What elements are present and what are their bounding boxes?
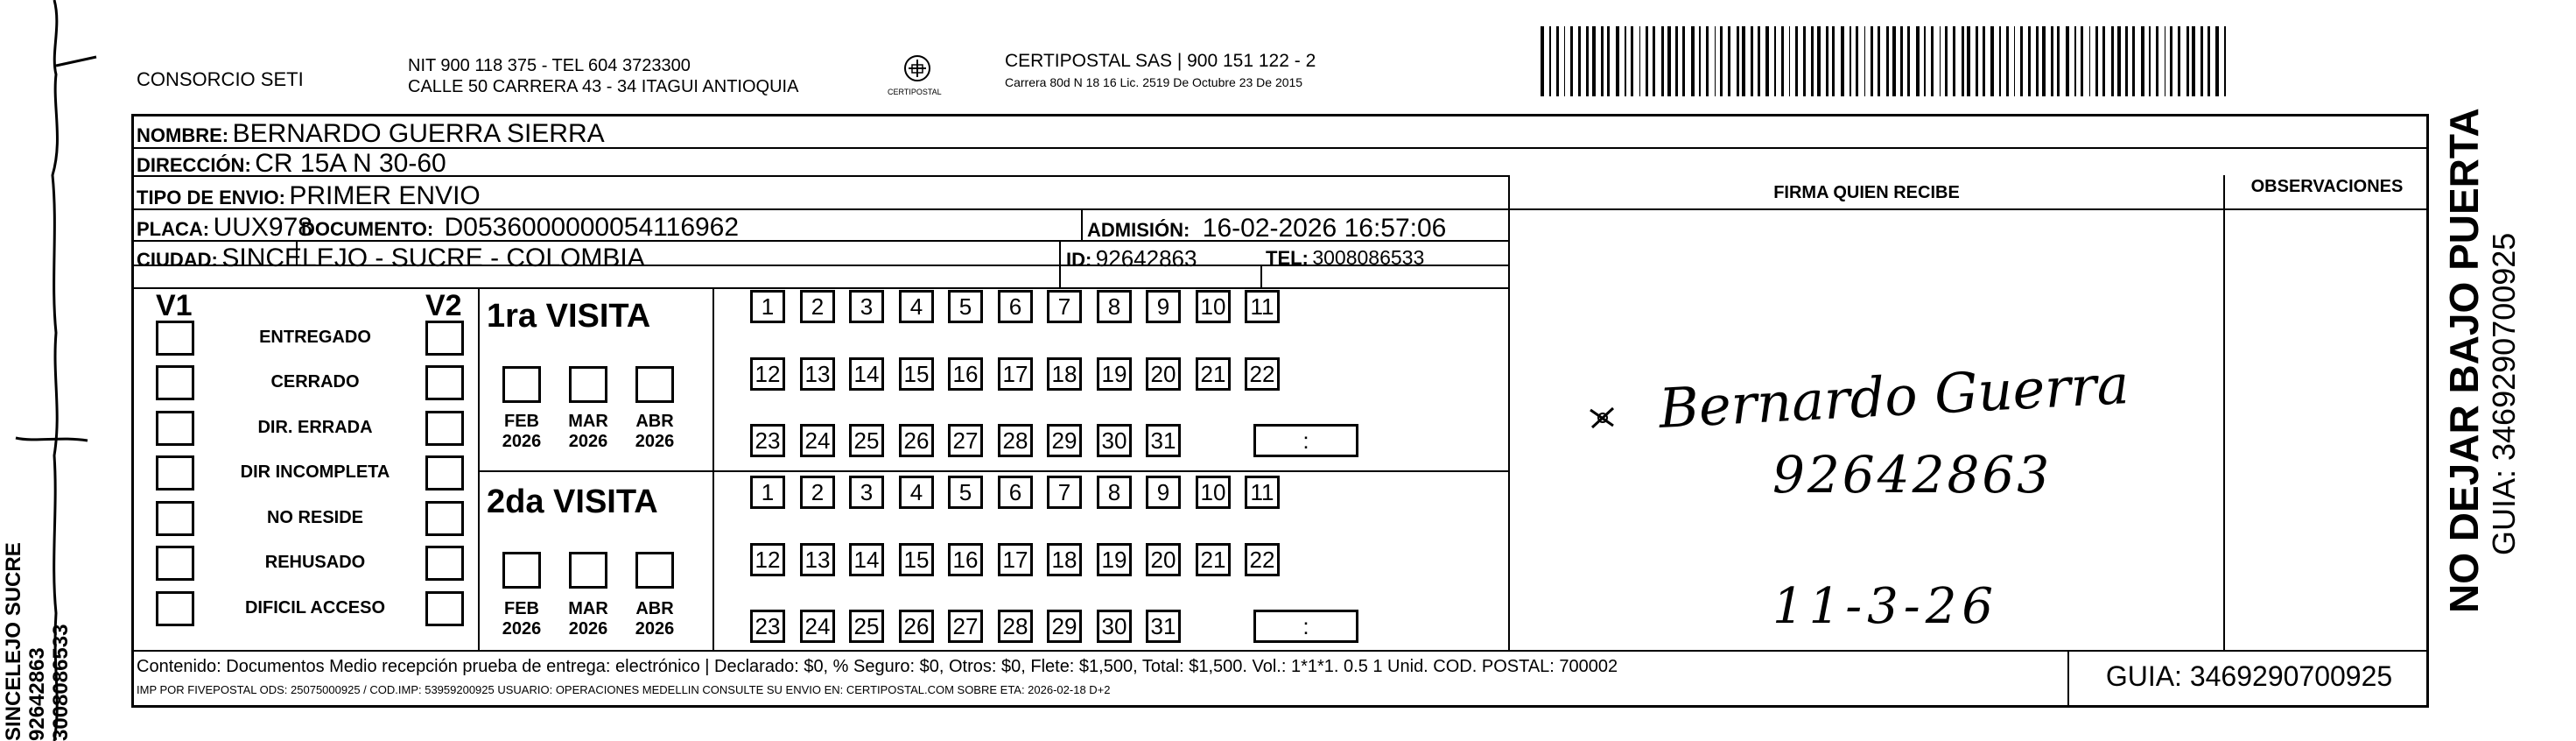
carrier-name: CERTIPOSTAL SAS | 900 151 122 - 2: [1005, 51, 1316, 71]
observations-area[interactable]: [2225, 210, 2429, 650]
second-visit-label: 2da VISITA: [487, 483, 658, 520]
day-box[interactable]: 7: [1047, 290, 1082, 323]
barcode-bar: [2020, 26, 2023, 96]
ciudad-row: [137, 243, 645, 273]
barcode-bar: [1841, 26, 1844, 96]
barcode-bar: [1541, 26, 1544, 96]
day-box[interactable]: 24: [800, 610, 835, 643]
barcode-bar: [1892, 26, 1896, 96]
barcode-bar: [1774, 26, 1776, 96]
month-checkbox[interactable]: [635, 552, 674, 589]
barcode-bar: [1616, 26, 1619, 96]
barcode: [1541, 26, 2232, 96]
barcode-bar: [1811, 26, 1814, 96]
status-option-label: DIR INCOMPLETA: [240, 462, 390, 482]
barcode-bar: [1999, 26, 2001, 96]
barcode-bar: [2186, 26, 2189, 96]
day-box[interactable]: 21: [1196, 357, 1231, 391]
v1-checkbox[interactable]: [156, 501, 194, 536]
month-label: [495, 412, 548, 452]
barcode-bar: [1945, 26, 1948, 96]
barcode-bar: [2200, 26, 2203, 96]
day-box[interactable]: 25: [849, 610, 884, 643]
month-label: [495, 599, 548, 639]
month-year: 2026: [502, 432, 542, 451]
documento-row: [301, 213, 739, 243]
barcode-bar: [2028, 26, 2031, 96]
barcode-bar: [2074, 26, 2076, 96]
month-name: FEB: [504, 599, 539, 618]
barcode-bar: [1789, 26, 1790, 96]
handwritten-name: Bernardo Guerra: [1657, 351, 2131, 441]
barcode-bar: [2051, 26, 2053, 96]
day-box[interactable]: 13: [800, 357, 835, 391]
barcode-bar: [1742, 26, 1745, 96]
time-box[interactable]: :: [1253, 424, 1358, 457]
month-name: ABR: [635, 599, 674, 618]
line: [131, 287, 1510, 289]
month-name: MAR: [568, 599, 608, 618]
month-label: [628, 412, 681, 452]
month-year: 2026: [635, 619, 675, 639]
barcode-bar: [1578, 26, 1581, 96]
month-name: MAR: [568, 412, 608, 431]
v2-checkbox[interactable]: [425, 365, 464, 400]
first-visit-label: 1ra VISITA: [487, 298, 651, 335]
barcode-bar: [1592, 26, 1596, 96]
day-box[interactable]: 17: [998, 543, 1033, 576]
day-box[interactable]: 22: [1245, 543, 1280, 576]
barcode-bar: [1737, 26, 1739, 96]
barcode-bar: [2066, 26, 2069, 96]
barcode-bar: [2102, 26, 2105, 96]
line: [1260, 265, 1262, 287]
placa-value: UUX978: [213, 213, 312, 242]
barcode-bar: [1607, 26, 1610, 96]
print-line: IMP POR FIVEPOSTAL ODS: 25075000925 / COD.IMP: 53959200925 USUARIO: OPERACIONES MEDELLIN CONSULTE SU ENVIO EN: CERTIPOSTAL.COM SOBRE ETA: 2026-02-18 D+2: [137, 683, 1111, 696]
placa-row: [137, 213, 312, 243]
day-box[interactable]: 3: [849, 290, 884, 323]
day-box[interactable]: 18: [1047, 357, 1082, 391]
day-box[interactable]: 10: [1196, 290, 1231, 323]
status-option-label: DIR. ERRADA: [257, 418, 373, 437]
day-box[interactable]: 14: [849, 543, 884, 576]
barcode-bar: [2117, 26, 2121, 96]
month-year: 2026: [568, 432, 608, 451]
barcode-bar: [1953, 26, 1955, 96]
v1-checkbox[interactable]: [156, 591, 194, 626]
month-checkbox[interactable]: [502, 552, 541, 589]
line: [1059, 240, 1061, 287]
barcode-bar: [2141, 26, 2144, 96]
barcode-bar: [2111, 26, 2114, 96]
day-box[interactable]: 4: [899, 476, 934, 509]
month-label: [562, 412, 614, 452]
day-box[interactable]: 29: [1047, 424, 1082, 457]
day-box[interactable]: 11: [1245, 476, 1280, 509]
day-box[interactable]: 23: [750, 610, 785, 643]
barcode-bar: [2132, 26, 2135, 96]
day-box[interactable]: 30: [1097, 424, 1132, 457]
barcode-bar: [1556, 26, 1559, 96]
tel-label: TEL:: [1266, 247, 1309, 269]
side-guia: GUIA: 3469290700925: [2486, 232, 2522, 555]
day-box[interactable]: 12: [750, 357, 785, 391]
barcode-bar: [1675, 26, 1678, 96]
barcode-bar: [1691, 26, 1695, 96]
barcode-bar: [1916, 26, 1920, 96]
day-box[interactable]: 5: [948, 290, 983, 323]
day-box[interactable]: 7: [1047, 476, 1082, 509]
barcode-bar: [1990, 26, 1994, 96]
barcode-bar: [1886, 26, 1889, 96]
time-box[interactable]: :: [1253, 610, 1358, 643]
barcode-bar: [1803, 26, 1806, 96]
admision-row: [1087, 214, 1446, 243]
day-box[interactable]: 10: [1196, 476, 1231, 509]
barcode-bar: [1639, 26, 1640, 96]
ciudad-value: SINCELEJO - SUCRE - COLOMBIA: [221, 243, 645, 272]
nombre-value: BERNARDO GUERRA SIERRA: [232, 119, 605, 148]
tipo-label: TIPO DE ENVIO:: [137, 187, 285, 208]
month-checkbox[interactable]: [569, 366, 607, 403]
day-box[interactable]: 27: [948, 424, 983, 457]
day-box[interactable]: 5: [948, 476, 983, 509]
barcode-bar: [1976, 26, 1978, 96]
tel-value: 3008086533: [1312, 246, 1425, 269]
day-box[interactable]: 25: [849, 424, 884, 457]
barcode-bar: [1817, 26, 1821, 96]
day-box[interactable]: 8: [1097, 476, 1132, 509]
day-box[interactable]: 2: [800, 476, 835, 509]
no-dejar-warning: NO DEJAR BAJO PUERTA: [2441, 108, 2487, 613]
contents-line: Contenido: Documentos Medio recepción prueba de entrega: electrónico | Declarado: $0, % Seguro: $0, Otros: $0, Flete: $1,500, Total: $1,500. Vol.: 1*1*1. 0.5 1 Unid. COD. POSTAL: 700002: [137, 657, 1618, 676]
v1-checkbox[interactable]: [156, 321, 194, 356]
barcode-bar: [1646, 26, 1648, 96]
barcode-bar: [2125, 26, 2128, 96]
documento-label: DOCUMENTO:: [301, 218, 434, 240]
barcode-bar: [1871, 26, 1873, 96]
barcode-bar: [1765, 26, 1769, 96]
status-option-label: NO RESIDE: [266, 508, 364, 527]
day-box[interactable]: 9: [1146, 290, 1181, 323]
day-box[interactable]: 15: [899, 357, 934, 391]
day-box[interactable]: 15: [899, 543, 934, 576]
logo-caption: CERTIPOSTAL: [888, 88, 942, 96]
direccion-value: CR 15A N 30-60: [255, 149, 446, 178]
month-name: FEB: [504, 412, 539, 431]
barcode-bar: [1728, 26, 1730, 96]
day-box[interactable]: 1: [750, 290, 785, 323]
month-year: 2026: [568, 619, 608, 639]
barcode-bar: [1907, 26, 1910, 96]
barcode-bar: [2149, 26, 2151, 96]
barcode-bar: [2081, 26, 2083, 96]
day-box[interactable]: 21: [1196, 543, 1231, 576]
day-box[interactable]: 2: [800, 290, 835, 323]
month-checkbox[interactable]: [635, 366, 674, 403]
barcode-bar: [1826, 26, 1828, 96]
signature-header: FIRMA QUIEN RECIBE: [1773, 183, 1960, 202]
day-box[interactable]: 20: [1146, 543, 1181, 576]
month-year: 2026: [635, 432, 675, 451]
barcode-bar: [1795, 26, 1798, 96]
tel-row: [1266, 246, 1424, 270]
month-name: ABR: [635, 412, 674, 431]
v2-checkbox[interactable]: [425, 411, 464, 446]
barcode-bar: [1864, 26, 1865, 96]
barcode-bar: [2170, 26, 2172, 96]
barcode-bar: [1924, 26, 1926, 96]
barcode-bar: [1878, 26, 1880, 96]
direccion-label: DIRECCIÓN:: [137, 154, 251, 176]
barcode-bar: [1940, 26, 1941, 96]
day-box[interactable]: 16: [948, 543, 983, 576]
v2-checkbox[interactable]: [425, 546, 464, 581]
status-option-label: ENTREGADO: [259, 328, 371, 347]
barcode-bar: [1983, 26, 1985, 96]
v2-checkbox[interactable]: [425, 321, 464, 356]
day-box[interactable]: 22: [1245, 357, 1280, 391]
day-box[interactable]: 9: [1146, 476, 1181, 509]
nombre-label: NOMBRE:: [137, 124, 229, 146]
day-box[interactable]: 19: [1097, 357, 1132, 391]
barcode-bar: [2215, 26, 2219, 96]
day-box[interactable]: 24: [800, 424, 835, 457]
barcode-bar: [1706, 26, 1709, 96]
month-checkbox[interactable]: [502, 366, 541, 403]
day-box[interactable]: 31: [1146, 610, 1181, 643]
day-box[interactable]: 28: [998, 610, 1033, 643]
barcode-bar: [1751, 26, 1753, 96]
tipo-value: PRIMER ENVIO: [289, 181, 481, 210]
stub-id: 92642863: [25, 647, 49, 741]
handwritten-date: 11-3-26: [1772, 578, 1998, 635]
barcode-bar: [2156, 26, 2158, 96]
status-option-label: REHUSADO: [264, 553, 366, 572]
barcode-bar: [1781, 26, 1784, 96]
day-box[interactable]: 18: [1047, 543, 1082, 576]
barcode-bar: [2178, 26, 2180, 96]
day-box[interactable]: 27: [948, 610, 983, 643]
barcode-bar: [1699, 26, 1701, 96]
documento-value: D0536000000054116962: [444, 213, 740, 242]
barcode-bar: [1832, 26, 1835, 96]
admision-label: ADMISIÓN:: [1087, 219, 1190, 241]
signature-area[interactable]: [1510, 210, 2223, 650]
barcode-bar: [2089, 26, 2090, 96]
carrier-license: Carrera 80d N 18 16 Lic. 2519 De Octubre 23 De 2015: [1005, 75, 1303, 89]
barcode-bar: [1549, 26, 1551, 96]
v1-label: V1: [156, 289, 193, 322]
v1-checkbox[interactable]: [156, 546, 194, 581]
id-label: ID:: [1066, 249, 1092, 271]
barcode-bar: [1900, 26, 1903, 96]
barcode-bar: [2192, 26, 2195, 96]
barcode-bar: [1850, 26, 1851, 96]
month-label: [628, 599, 681, 639]
tipo-row: [137, 181, 481, 211]
observations-header: OBSERVACIONES: [2250, 177, 2404, 196]
v1-checkbox[interactable]: [156, 411, 194, 446]
barcode-bar: [2224, 26, 2226, 96]
month-year: 2026: [502, 619, 542, 639]
barcode-bar: [1631, 26, 1633, 96]
barcode-bar: [2057, 26, 2060, 96]
line: [478, 287, 480, 650]
v1-checkbox[interactable]: [156, 455, 194, 490]
placa-label: PLACA:: [137, 218, 210, 240]
stub-city: SINCELEJO SUCRE: [2, 542, 25, 741]
barcode-bar: [1856, 26, 1858, 96]
v2-checkbox[interactable]: [425, 501, 464, 536]
day-box[interactable]: 8: [1097, 290, 1132, 323]
nombre-row: [137, 119, 605, 149]
day-box[interactable]: 12: [750, 543, 785, 576]
line: [478, 470, 1508, 472]
barcode-bar: [1967, 26, 1970, 96]
barcode-bar: [1931, 26, 1934, 96]
barcode-bar: [2036, 26, 2039, 96]
day-box[interactable]: 26: [899, 610, 934, 643]
barcode-bar: [1682, 26, 1685, 96]
day-box[interactable]: 28: [998, 424, 1033, 457]
barcode-bar: [1715, 26, 1716, 96]
line: [131, 650, 2429, 652]
day-box[interactable]: 1: [750, 476, 785, 509]
day-box[interactable]: 23: [750, 424, 785, 457]
day-box[interactable]: 6: [998, 290, 1033, 323]
day-box[interactable]: 29: [1047, 610, 1082, 643]
handwritten-id: 92642863: [1772, 445, 2053, 505]
barcode-bar: [1962, 26, 1964, 96]
id-row: [1066, 245, 1197, 272]
day-box[interactable]: 20: [1146, 357, 1181, 391]
v2-checkbox[interactable]: [425, 455, 464, 490]
sender-address: CALLE 50 CARRERA 43 - 34 ITAGUI ANTIOQUIA: [408, 77, 799, 96]
barcode-bar: [1564, 26, 1565, 96]
month-label: [562, 599, 614, 639]
day-box[interactable]: 14: [849, 357, 884, 391]
barcode-bar: [1661, 26, 1664, 96]
day-box[interactable]: 13: [800, 543, 835, 576]
stub-recipient-info: [2, 542, 73, 741]
sender-nit: NIT 900 118 375 - TEL 604 3723300: [408, 56, 691, 75]
barcode-bar: [1601, 26, 1604, 96]
barcode-bar: [1667, 26, 1671, 96]
day-box[interactable]: 19: [1097, 543, 1132, 576]
admision-value: 16-02-2026 16:57:06: [1202, 214, 1447, 243]
barcode-bar: [2207, 26, 2210, 96]
carrier-logo: [888, 49, 944, 102]
guia-box: GUIA: 3469290700925: [2105, 660, 2393, 692]
barcode-bar: [1758, 26, 1760, 96]
day-box[interactable]: 31: [1146, 424, 1181, 457]
direccion-row: [137, 149, 446, 179]
barcode-bar: [1570, 26, 1573, 96]
month-checkbox[interactable]: [569, 552, 607, 589]
day-box[interactable]: 30: [1097, 610, 1132, 643]
v2-label: V2: [425, 289, 462, 322]
day-box[interactable]: 4: [899, 290, 934, 323]
day-box[interactable]: 17: [998, 357, 1033, 391]
day-box[interactable]: 16: [948, 357, 983, 391]
barcode-bar: [2095, 26, 2098, 96]
status-option-label: CERRADO: [270, 372, 360, 392]
barcode-bars: [1541, 26, 2232, 96]
status-option-label: DIFICIL ACCESO: [244, 598, 385, 618]
v1-checkbox[interactable]: [156, 365, 194, 400]
line: [712, 287, 714, 650]
day-box[interactable]: 26: [899, 424, 934, 457]
barcode-bar: [1720, 26, 1723, 96]
barcode-bar: [2042, 26, 2046, 96]
stub-tel: 3008086533: [49, 624, 73, 741]
line: [1081, 208, 1083, 240]
barcode-bar: [1625, 26, 1626, 96]
v2-checkbox[interactable]: [425, 591, 464, 626]
barcode-bar: [1586, 26, 1589, 96]
barcode-bar: [2014, 26, 2015, 96]
barcode-bar: [2006, 26, 2009, 96]
id-value: 92642863: [1095, 245, 1197, 272]
barcode-bar: [1653, 26, 1655, 96]
sender-name: CONSORCIO SETI: [137, 68, 304, 90]
day-box[interactable]: 11: [1245, 290, 1280, 323]
day-box[interactable]: 3: [849, 476, 884, 509]
day-box[interactable]: 6: [998, 476, 1033, 509]
ciudad-label: CIUDAD:: [137, 249, 218, 271]
